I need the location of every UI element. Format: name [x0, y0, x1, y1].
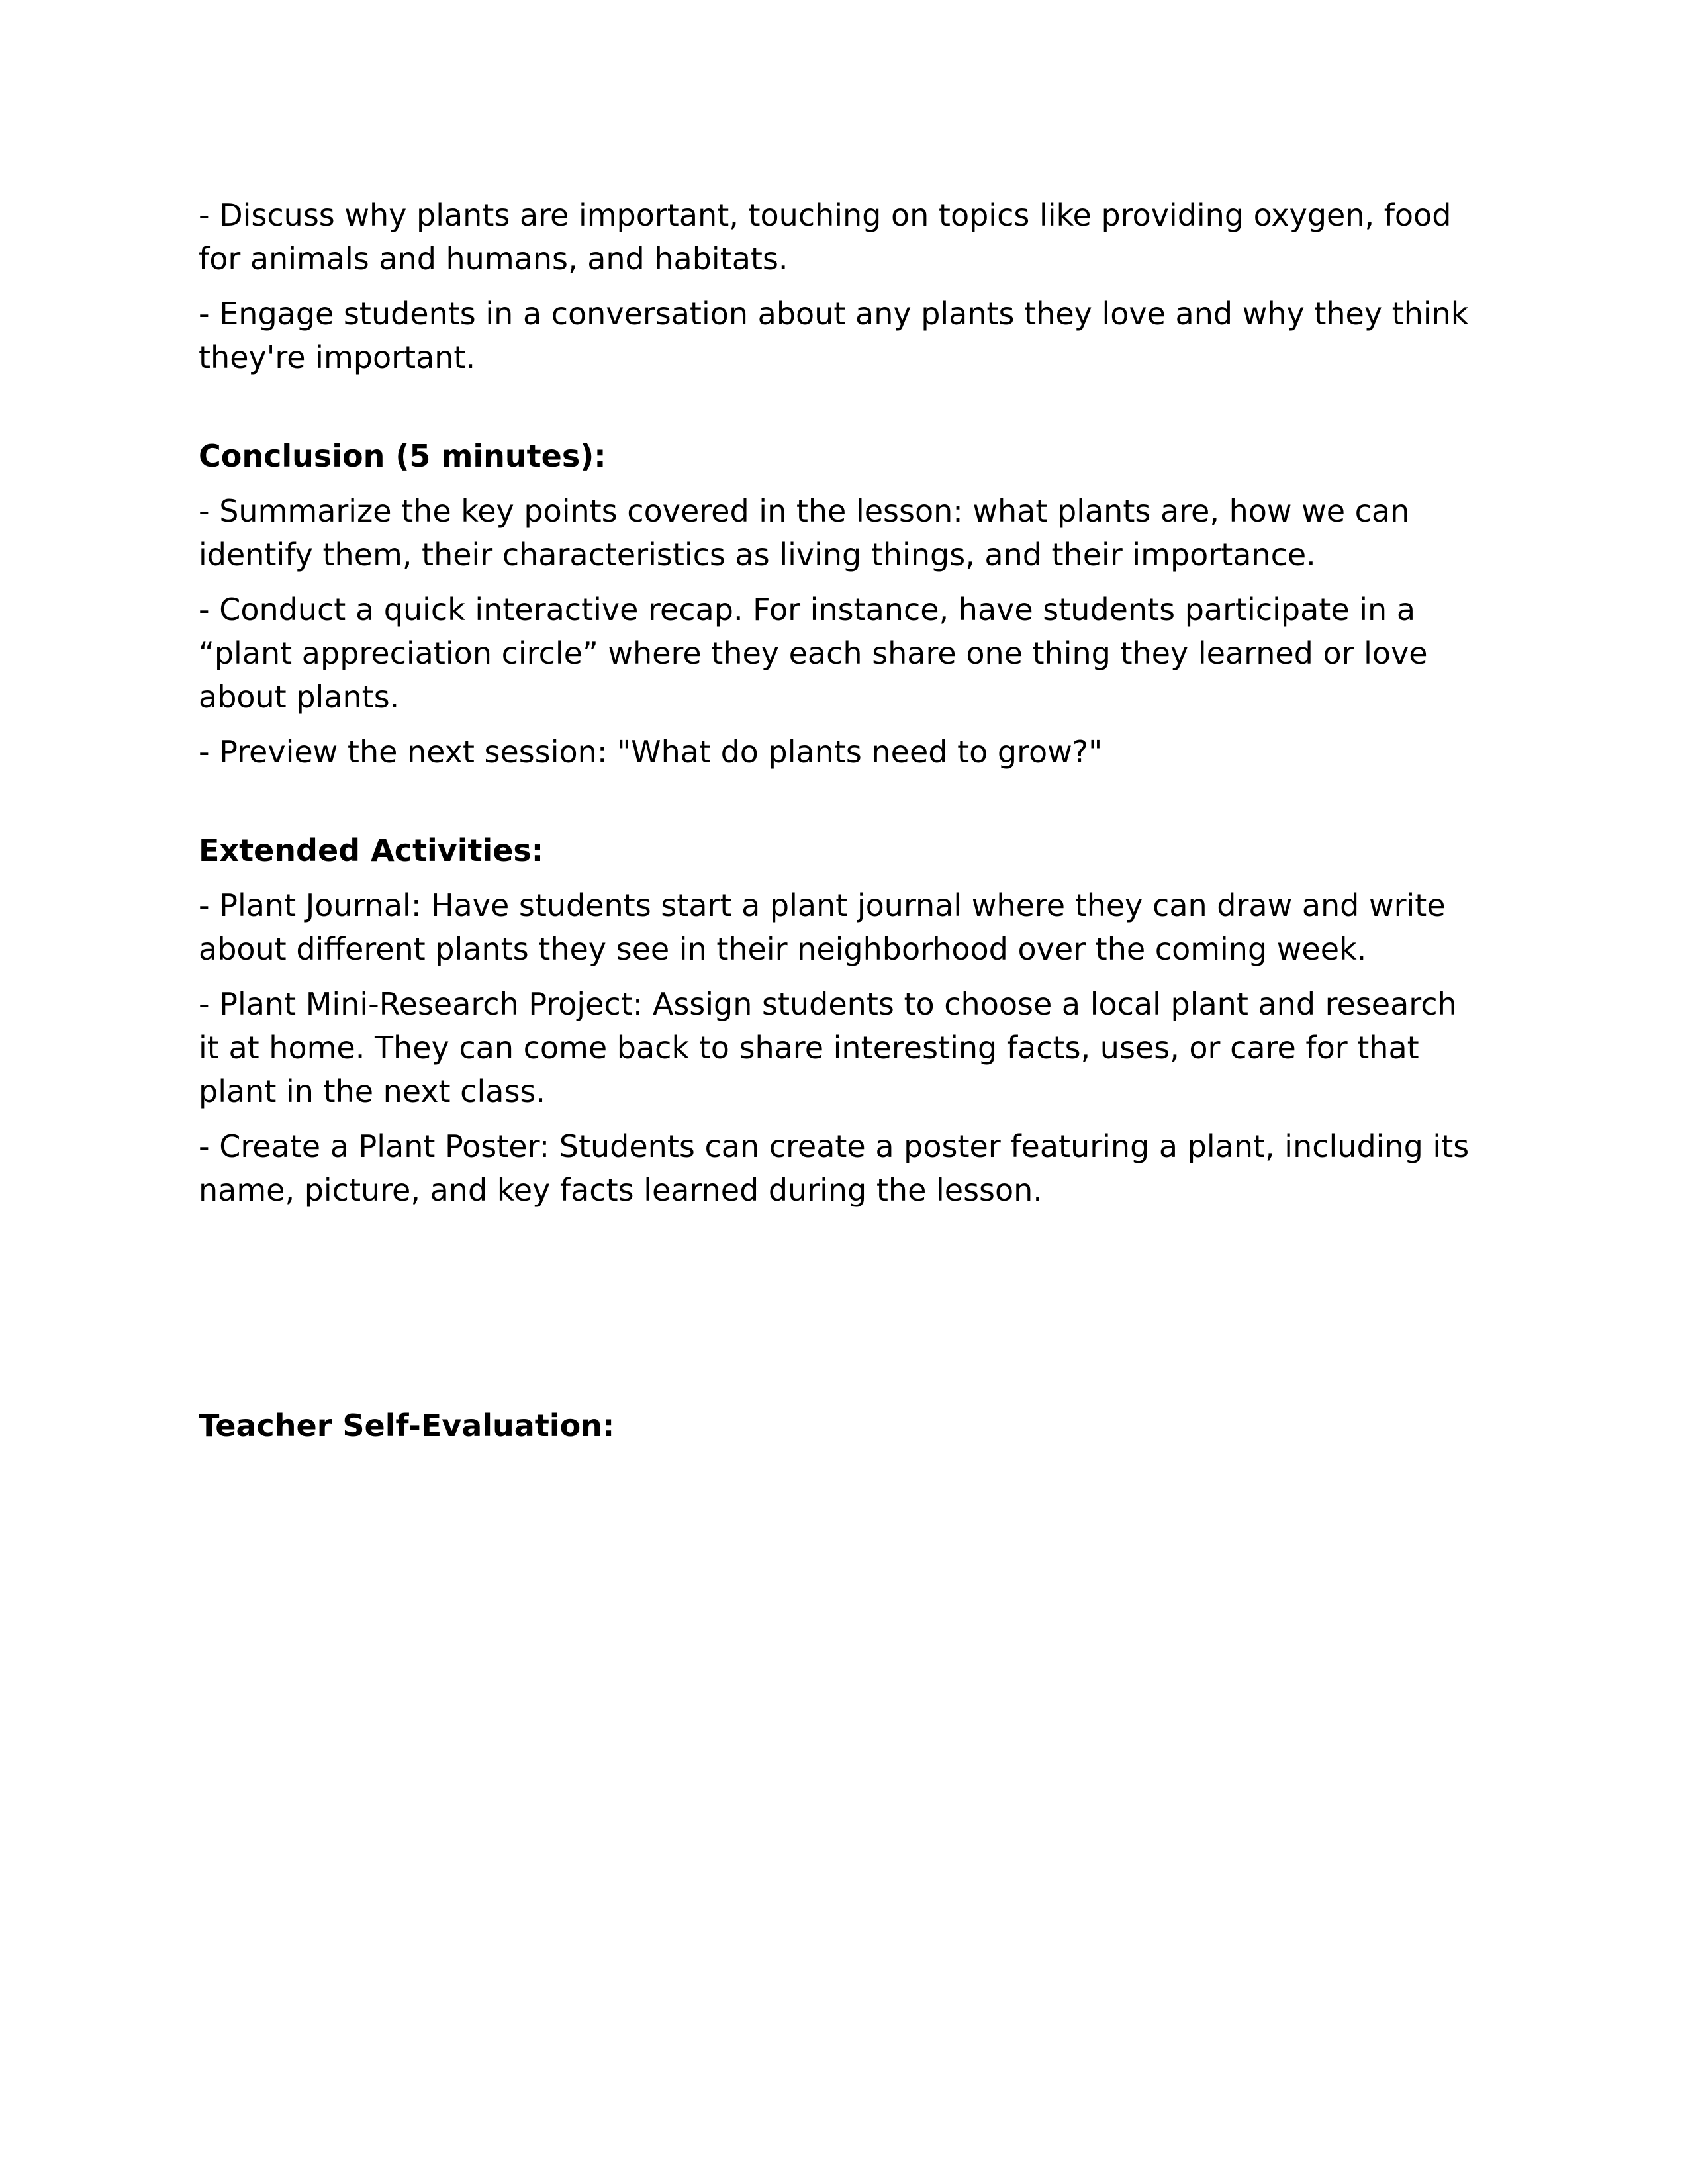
paragraph-engage-conversation: - Engage students in a conversation about any plants they love and why they think they're important. — [199, 296, 1469, 375]
heading-conclusion: Conclusion (5 minutes): — [199, 438, 606, 474]
paragraph-discuss-importance: - Discuss why plants are important, touching on topics like providing oxygen, food for animals and humans, and habitats. — [199, 197, 1452, 277]
paragraph-summarize-key-points: - Summarize the key points covered in the lesson: what plants are, how we can identify them, their characteristics as living things, and their importance. — [199, 493, 1410, 572]
paragraph-plant-journal: - Plant Journal: Have students start a plant journal where they can draw and write about different plants they see in their neighborhood over the coming week. — [199, 887, 1446, 967]
paragraph-interactive-recap: - Conduct a quick interactive recap. For instance, have students participate in a “plant appreciation circle” where they each share one thing they learned or love about plants. — [199, 592, 1428, 715]
page-bottom-whitespace — [199, 1459, 1479, 2041]
heading-extended-activities: Extended Activities: — [199, 833, 544, 868]
paragraph-create-plant-poster: - Create a Plant Poster: Students can create a poster featuring a plant, including its name, picture, and key facts learned during the lesson. — [199, 1128, 1470, 1208]
paragraph-preview-next-session: - Preview the next session: "What do plants need to grow?" — [199, 734, 1103, 770]
document-body — [199, 193, 1479, 2041]
heading-teacher-self-evaluation: Teacher Self-Evaluation: — [199, 1408, 615, 1443]
paragraph-plant-mini-research-project: - Plant Mini-Research Project: Assign students to choose a local plant and research it at home. They can come back to share interesting facts, uses, or care for that plant in the next class. — [199, 986, 1457, 1109]
